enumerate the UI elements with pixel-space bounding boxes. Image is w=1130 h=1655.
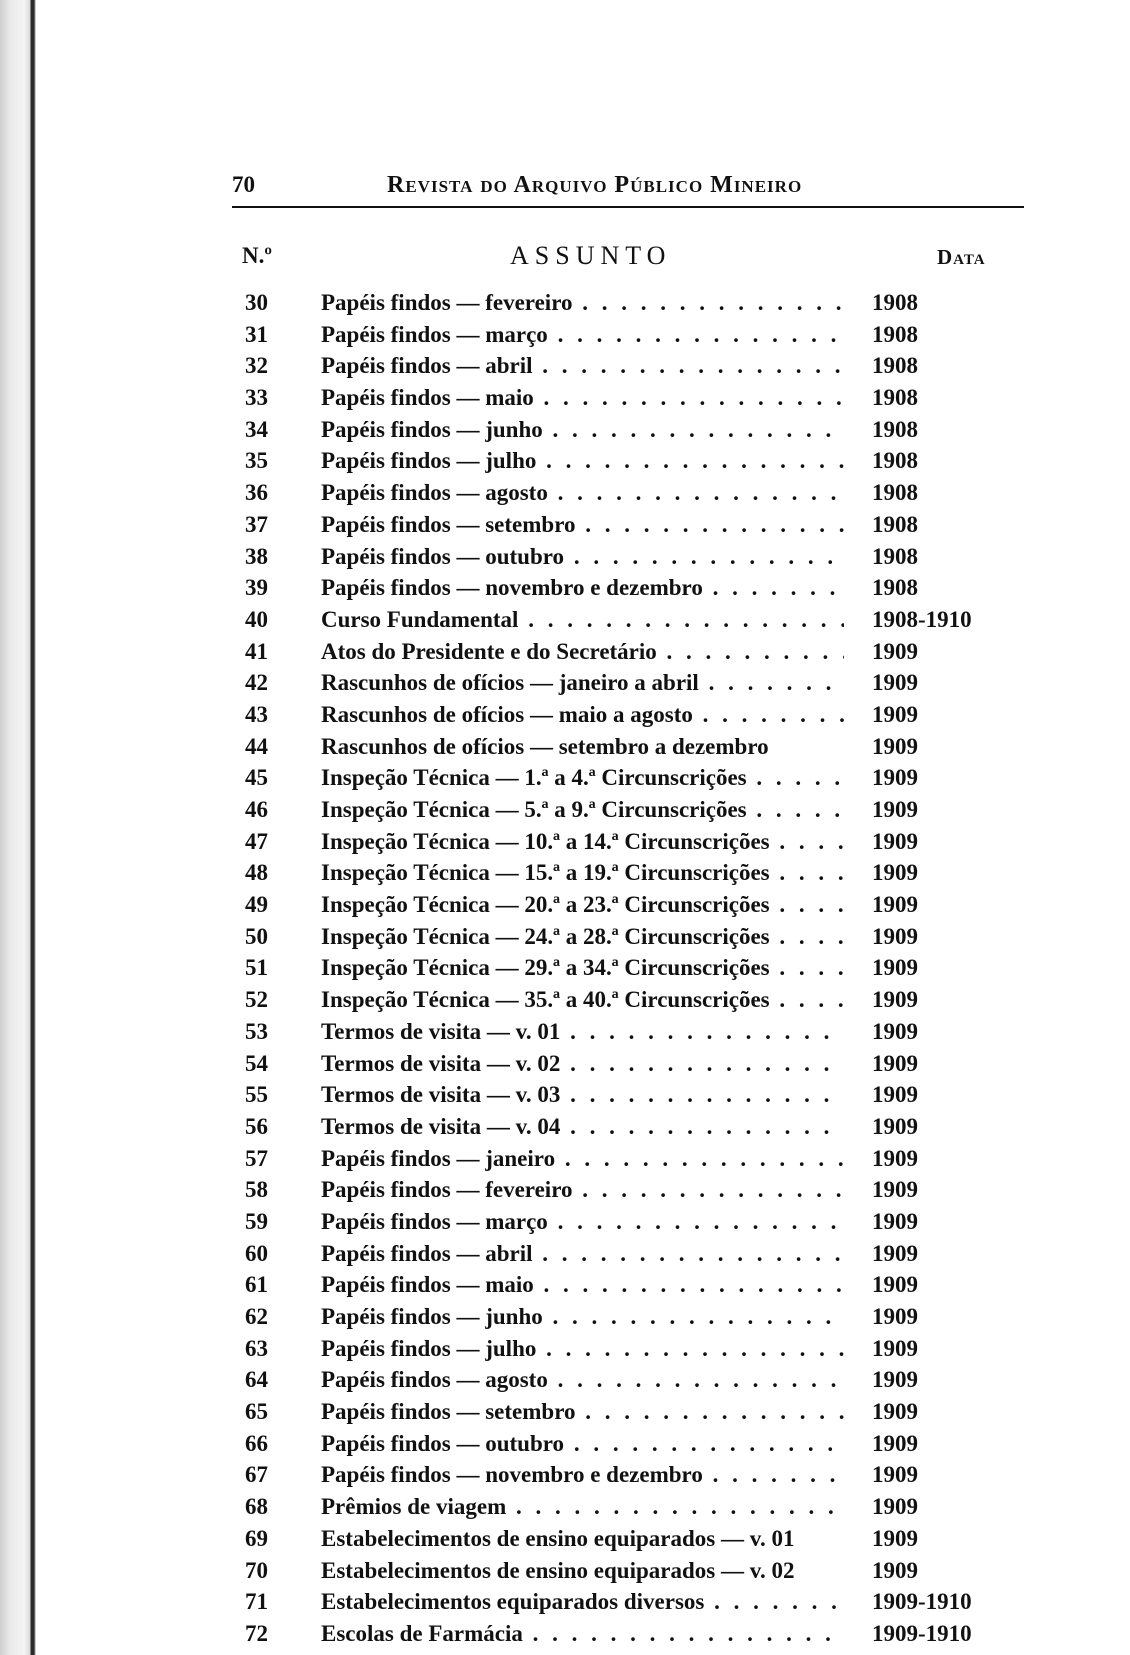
row-date: 1908 [872,290,918,315]
row-date: 1909 [872,1335,918,1361]
row-number: 30 [245,290,268,315]
row-date: 1909 [872,828,918,854]
row-date: 1909 [872,1177,918,1203]
row-subject: Inspeção Técnica — 10.ª a 14.ª Circunscrições . . . [321,829,844,855]
table-row [245,1304,1035,1336]
row-number: 51 [245,955,268,981]
row-subject: Inspeção Técnica — 35.ª a 40.ª Circunscrições . . . [321,987,844,1013]
row-date: 1909 [872,1113,918,1139]
row-subject: Papéis findos — novembro e dezembro . . . [321,575,844,601]
table-row [245,670,1035,702]
row-subject: Papéis findos — abril . . . [321,353,844,379]
row-number: 61 [245,1272,268,1298]
table-row [245,607,1035,639]
row-number: 36 [245,480,268,506]
table-row [245,1177,1035,1209]
table-row [245,1146,1035,1178]
row-date: 1909 [872,1240,918,1266]
row-subject: Escolas de Farmácia . . . [321,1621,844,1647]
row-date: 1909 [872,1208,918,1234]
column-header-subject: ASSUNTO [510,241,672,270]
row-number: 68 [245,1494,268,1520]
row-date: 1908 [872,385,918,411]
row-number: 52 [245,987,268,1013]
row-subject: Papéis findos — junho . . . [321,417,844,443]
table-row [245,797,1035,829]
row-number: 48 [245,860,268,886]
page-header [232,172,1024,208]
row-number: 72 [245,1620,268,1646]
table-row [245,417,1035,449]
table-row [245,892,1035,924]
table-row [245,924,1035,956]
row-subject: Atos do Presidente e do Secretário . . . [321,639,844,665]
row-subject: Rascunhos de ofícios — setembro a dezembro [321,733,769,759]
row-date: 1908 [872,575,918,601]
row-number: 66 [245,1430,268,1456]
row-date: 1909 [872,1272,918,1298]
table-row [245,544,1035,576]
row-date: 1909 [872,1367,918,1393]
row-number: 40 [245,606,268,632]
table-row [245,480,1035,512]
row-number: 57 [245,1145,268,1171]
table-row [245,1526,1035,1558]
row-number: 33 [245,385,268,411]
document-table [245,290,1035,1653]
row-subject: Papéis findos — agosto . . . [321,1367,844,1393]
row-subject: Papéis findos — março . . . [321,1209,844,1235]
row-number: 31 [245,321,268,347]
row-number: 50 [245,923,268,949]
row-number: 59 [245,1208,268,1234]
row-date: 1909-1910 [872,1589,972,1615]
row-subject: Rascunhos de ofícios — maio a agosto . . . [321,702,844,728]
table-row [245,1114,1035,1146]
row-subject: Papéis findos — novembro e dezembro . . . [321,1462,844,1488]
row-number: 54 [245,1050,268,1076]
row-date: 1909 [872,987,918,1013]
row-subject: Curso Fundamental . . . [321,607,844,633]
table-row [245,1494,1035,1526]
row-subject: Inspeção Técnica — 20.ª a 23.ª Circunscrições . . . [321,892,844,918]
row-date: 1908 [872,480,918,506]
row-number: 60 [245,1240,268,1266]
row-subject: Inspeção Técnica — 1.ª a 4.ª Circunscrições . . . [321,765,844,791]
row-number: 49 [245,892,268,918]
row-number: 55 [245,1082,268,1108]
row-subject: Papéis findos — fevereiro . . . [321,1177,844,1203]
column-header-date: Data [937,245,986,269]
table-row [245,765,1035,797]
book-spine-shadow [0,0,38,1655]
row-date: 1908 [872,511,918,537]
table-row [245,1589,1035,1621]
table-row [245,1209,1035,1241]
table-row [245,322,1035,354]
row-subject: Prêmios de viagem . . . [321,1494,844,1520]
table-row [245,639,1035,671]
row-date: 1909 [872,1525,918,1551]
row-subject: Papéis findos — outubro . . . [321,544,844,570]
running-title: Revista do Arquivo Público Mineiro [387,172,803,198]
row-number: 44 [245,733,268,759]
row-number: 71 [245,1589,268,1615]
row-number: 65 [245,1399,268,1425]
row-number: 38 [245,543,268,569]
row-number: 70 [245,1557,268,1583]
row-number: 56 [245,1113,268,1139]
row-date: 1909 [872,955,918,981]
row-date: 1909 [872,765,918,791]
row-date: 1909 [872,860,918,886]
row-subject: Papéis findos — outubro . . . [321,1431,844,1457]
row-number: 62 [245,1304,268,1329]
table-row [245,512,1035,544]
table-row [245,1431,1035,1463]
row-number: 47 [245,828,268,854]
row-subject: Papéis findos — janeiro . . . [321,1146,844,1172]
row-date: 1909 [872,1430,918,1456]
row-subject: Papéis findos — maio . . . [321,385,844,411]
row-subject: Papéis findos — setembro . . . [321,512,844,538]
table-row [245,575,1035,607]
table-row [245,1621,1035,1653]
row-date: 1909 [872,701,918,727]
row-number: 37 [245,511,268,537]
table-row [245,829,1035,861]
row-number: 39 [245,575,268,601]
row-subject: Papéis findos — abril . . . [321,1241,844,1267]
row-number: 69 [245,1525,268,1551]
row-date: 1909 [872,1082,918,1108]
table-row [245,1399,1035,1431]
row-subject: Papéis findos — março . . . [321,322,844,348]
row-subject: Rascunhos de ofícios — janeiro a abril . . . [321,670,844,696]
row-subject: Termos de visita — v. 03 . . . [321,1082,844,1108]
row-number: 53 [245,1018,268,1044]
row-subject: Estabelecimentos equiparados diversos . . . [321,1589,844,1615]
row-subject: Papéis findos — agosto . . . [321,480,844,506]
row-date: 1908 [872,543,918,569]
row-subject: Estabelecimentos de ensino equiparados — v. 01 [321,1525,795,1551]
row-date: 1909 [872,1304,918,1329]
row-subject: Estabelecimentos de ensino equiparados — v. 02 [321,1557,795,1583]
table-row [245,1558,1035,1590]
row-subject: Papéis findos — junho . . . [321,1304,844,1330]
row-date: 1909 [872,1557,918,1583]
row-subject: Papéis findos — setembro . . . [321,1399,844,1425]
row-number: 64 [245,1367,268,1393]
row-number: 63 [245,1335,268,1361]
row-date: 1908 [872,321,918,347]
row-number: 32 [245,353,268,379]
row-subject: Termos de visita — v. 01 . . . [321,1019,844,1045]
column-headers [242,243,1022,273]
row-date: 1908 [872,416,918,442]
table-row [245,1367,1035,1399]
row-date: 1909 [872,1145,918,1171]
row-subject: Inspeção Técnica — 5.ª a 9.ª Circunscrições . . . [321,797,844,823]
table-row [245,1019,1035,1051]
row-number: 41 [245,638,268,664]
row-subject: Termos de visita — v. 04 . . . [321,1114,844,1140]
row-number: 46 [245,797,268,822]
header-rule [232,206,1024,208]
column-header-number: N.º [242,243,272,268]
row-date: 1909 [872,733,918,759]
row-subject: Papéis findos — julho . . . [321,448,844,474]
row-number: 42 [245,670,268,696]
table-row [245,734,1035,766]
table-row [245,385,1035,417]
row-date: 1909 [872,1018,918,1044]
table-row [245,1272,1035,1304]
row-date: 1909 [872,1399,918,1425]
table-row [245,987,1035,1019]
row-number: 67 [245,1462,268,1488]
row-number: 35 [245,448,268,474]
table-row [245,1241,1035,1273]
table-row [245,702,1035,734]
row-subject: Inspeção Técnica — 29.ª a 34.ª Circunscrições . . . [321,955,844,981]
row-subject: Papéis findos — fevereiro . . . [321,290,844,316]
row-date: 1909-1910 [872,1620,972,1646]
row-subject: Termos de visita — v. 02 . . . [321,1051,844,1077]
row-number: 45 [245,765,268,791]
row-date: 1909 [872,638,918,664]
table-row [245,1051,1035,1083]
row-date: 1909 [872,1050,918,1076]
row-subject: Inspeção Técnica — 24.ª a 28.ª Circunscrições . . . [321,924,844,950]
table-row [245,290,1035,322]
row-subject: Papéis findos — maio . . . [321,1272,844,1298]
table-row [245,955,1035,987]
row-date: 1908-1910 [872,606,972,632]
row-number: 58 [245,1177,268,1203]
page-number: 70 [232,172,255,197]
row-date: 1909 [872,797,918,822]
row-date: 1908 [872,353,918,379]
row-number: 43 [245,701,268,727]
row-number: 34 [245,416,268,442]
table-row [245,1462,1035,1494]
table-row [245,1082,1035,1114]
row-date: 1908 [872,448,918,474]
row-date: 1909 [872,670,918,696]
table-row [245,448,1035,480]
row-date: 1909 [872,923,918,949]
row-date: 1909 [872,1462,918,1488]
row-date: 1909 [872,1494,918,1520]
row-date: 1909 [872,892,918,918]
table-row [245,1336,1035,1368]
row-subject: Inspeção Técnica — 15.ª a 19.ª Circunscrições . . . [321,860,844,886]
table-row [245,860,1035,892]
row-subject: Papéis findos — julho . . . [321,1336,844,1362]
table-row [245,353,1035,385]
